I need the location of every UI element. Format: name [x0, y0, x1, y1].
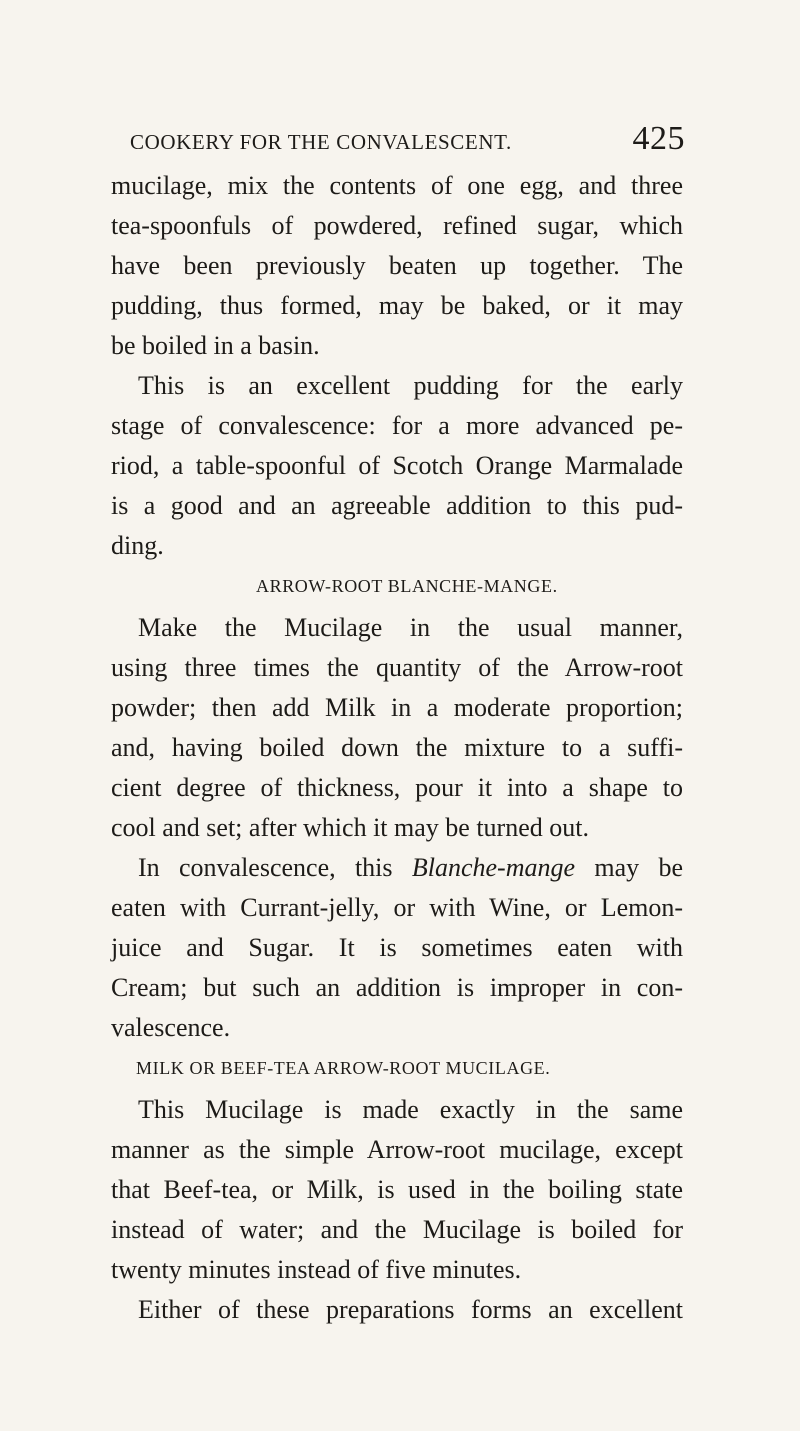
running-head: COOKERY FOR THE CONVALESCENT. [130, 130, 512, 154]
italic-term: Blanche-mange [411, 853, 576, 882]
text-line: This is an excellent pudding for the early [138, 371, 683, 400]
text-line: powder; then add Milk in a moderate proportion; [111, 693, 683, 722]
text-line: twenty minutes instead of five minutes. [111, 1255, 522, 1284]
text-fragment: In convalescence, this [138, 853, 412, 882]
page-number: 425 [632, 120, 685, 157]
text-line: mucilage, mix the contents of one egg, and three [111, 171, 683, 200]
text-line: is a good and an agreeable addition to this pud- [111, 491, 683, 520]
text-line: Make the Mucilage in the usual manner, [138, 613, 683, 642]
text-line: riod, a table-spoonful of Scotch Orange Marmalade [111, 451, 683, 480]
text-line: Either of these preparations forms an excellent [138, 1295, 683, 1324]
text-line: and, having boiled down the mixture to a suffi- [111, 733, 683, 762]
text-line: eaten with Currant-jelly, or with Wine, or Lemon- [111, 893, 683, 922]
text-line-with-italic [138, 848, 683, 888]
text-line: juice and Sugar. It is sometimes eaten with [111, 933, 683, 962]
page-header [130, 120, 685, 156]
text-line: manner as the simple Arrow-root mucilage, except [111, 1135, 683, 1164]
text-fragment: may be [575, 853, 683, 882]
section-heading: ARROW-ROOT BLANCHE-MANGE. [256, 576, 558, 596]
text-line: stage of convalescence: for a more advanced pe- [111, 411, 683, 440]
text-line: tea-spoonfuls of powdered, refined sugar, which [111, 211, 683, 240]
text-line: have been previously beaten up together. The [111, 251, 683, 280]
text-line: that Beef-tea, or Milk, is used in the boiling state [111, 1175, 683, 1204]
text-line: pudding, thus formed, may be baked, or it may [111, 291, 683, 320]
text-line: cool and set; after which it may be turned out. [111, 813, 589, 842]
text-line: This Mucilage is made exactly in the same [138, 1095, 683, 1124]
text-line: ding. [111, 531, 164, 560]
text-line: cient degree of thickness, pour it into a shape to [111, 773, 683, 802]
section-heading: MILK OR BEEF-TEA ARROW-ROOT MUCILAGE. [136, 1058, 551, 1078]
text-line: instead of water; and the Mucilage is boiled for [111, 1215, 683, 1244]
text-line: using three times the quantity of the Arrow-root [111, 653, 683, 682]
text-line: Cream; but such an addition is improper in con- [111, 973, 683, 1002]
text-line: be boiled in a basin. [111, 331, 320, 360]
text-line: valescence. [111, 1013, 231, 1042]
